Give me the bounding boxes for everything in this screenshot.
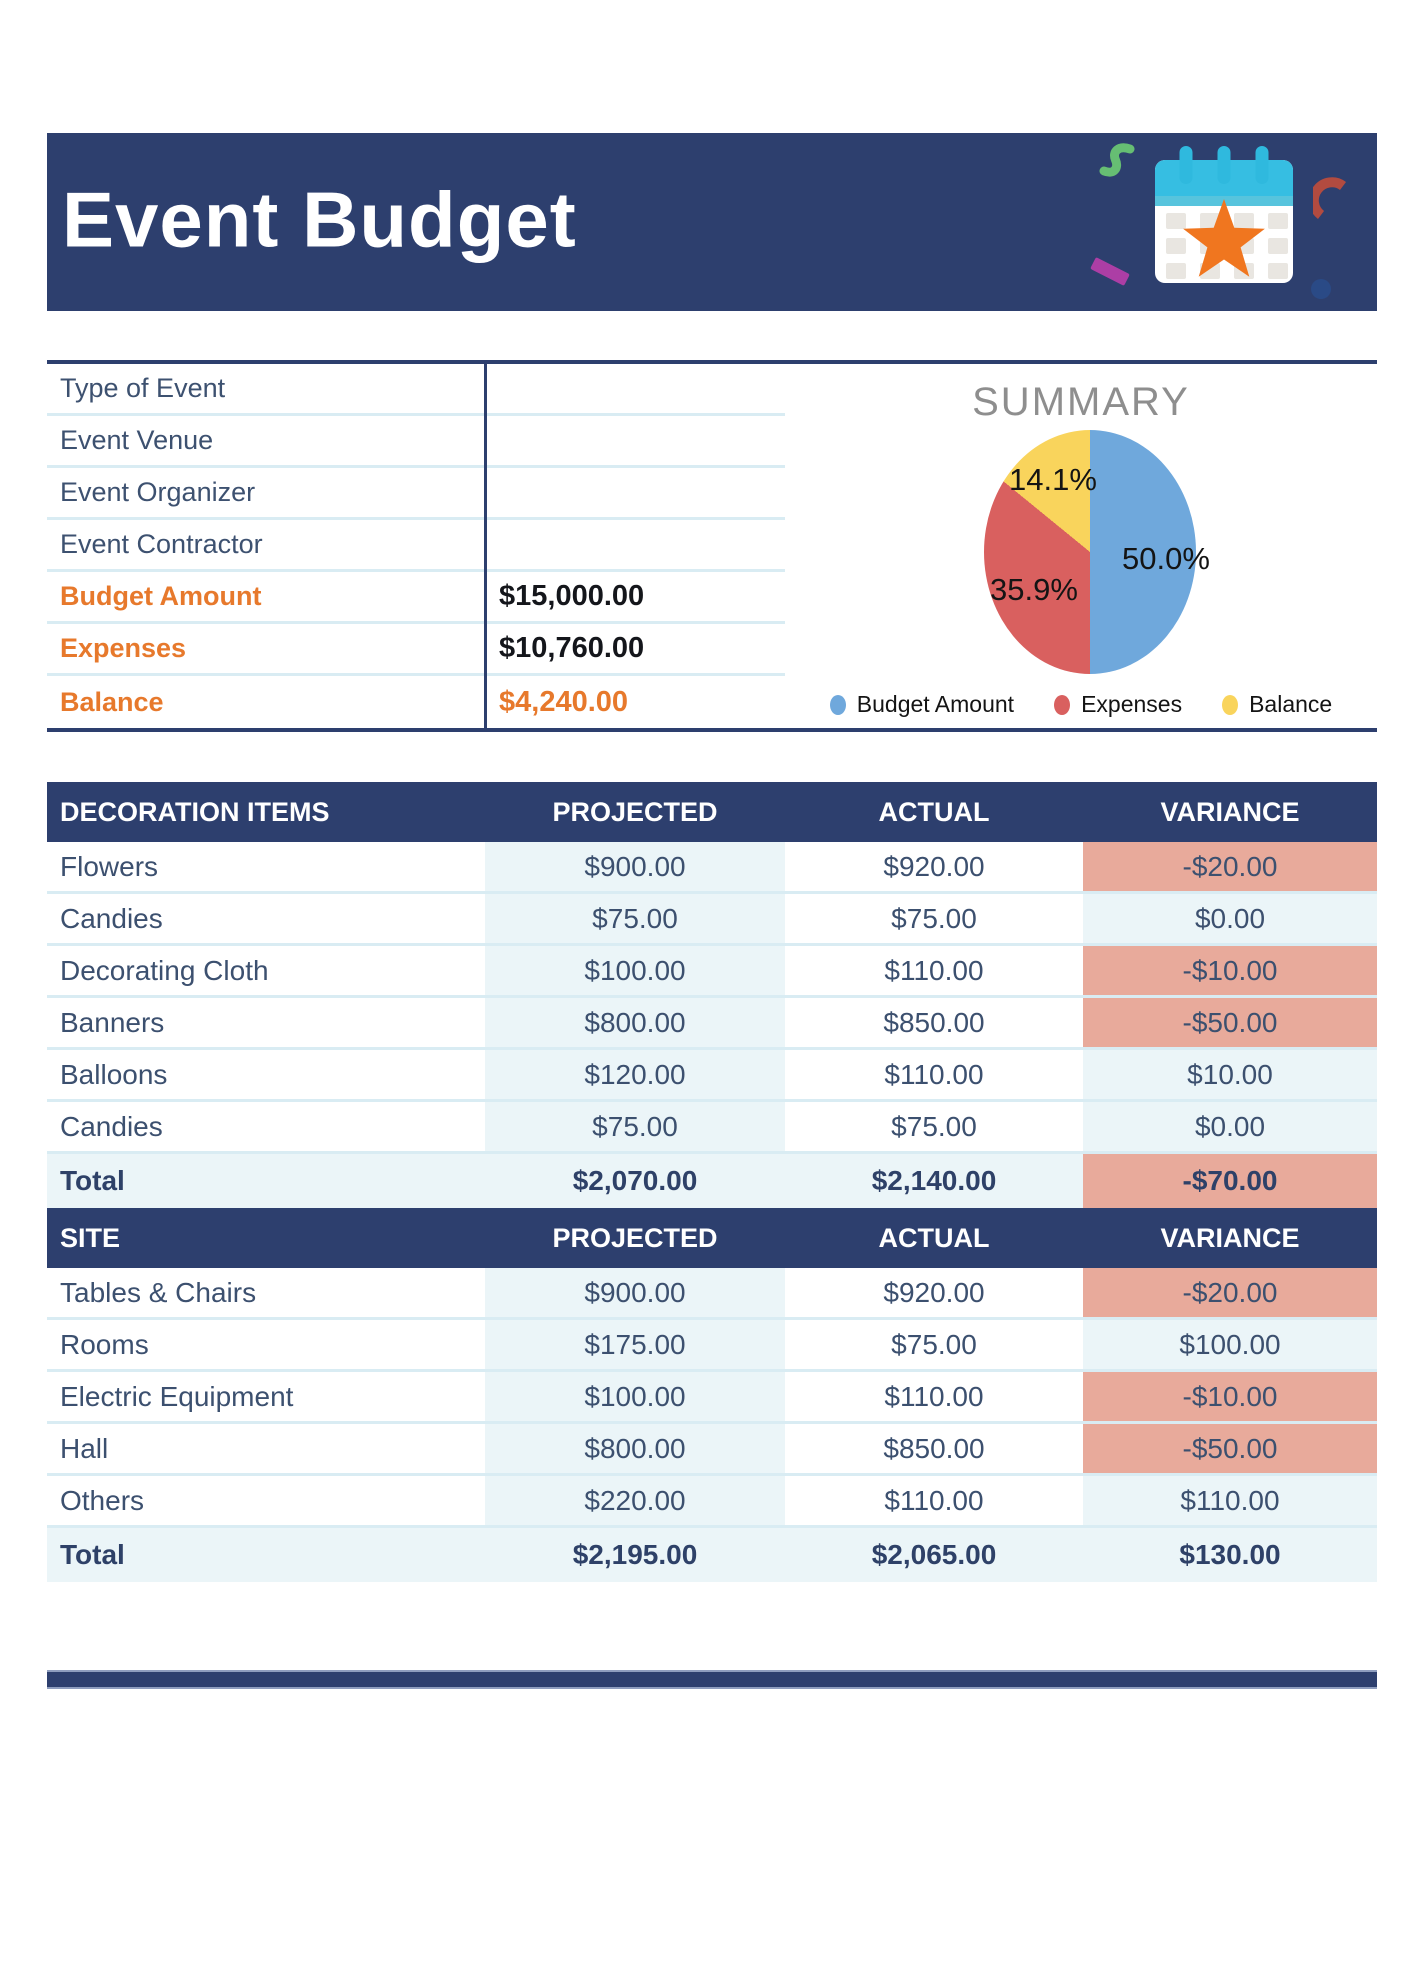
legend-label: Budget Amount [856, 691, 1015, 717]
header-decorations [47, 133, 1377, 311]
projected-cell: $800.00 [485, 1424, 785, 1473]
column-header: PROJECTED [552, 1222, 718, 1253]
total-actual: $2,065.00 [871, 1539, 997, 1570]
column-header: SITE [60, 1222, 121, 1253]
variance-cell: -$50.00 [1083, 1424, 1377, 1473]
info-row [47, 364, 785, 416]
info-row [47, 624, 785, 676]
legend-item [1054, 691, 1182, 718]
total-variance: -$70.00 [1083, 1154, 1377, 1208]
budget-amount-value: $15,000.00 [499, 580, 645, 612]
legend-swatch-icon [830, 695, 846, 715]
legend-label: Expenses [1081, 691, 1183, 717]
decoration-total-row [47, 1154, 1377, 1208]
projected-cell: $800.00 [485, 998, 785, 1047]
actual-cell: $75.00 [891, 1110, 977, 1142]
info-section [47, 360, 1377, 732]
info-row [47, 572, 785, 624]
item-cell: Electric Equipment [60, 1380, 294, 1412]
pie-label-expenses: 35.9% [990, 572, 1078, 607]
item-cell: Others [60, 1484, 145, 1516]
table-row [47, 998, 1377, 1050]
info-label: Budget Amount [60, 581, 262, 611]
table-row [47, 1372, 1377, 1424]
pie-label-balance: 14.1% [1009, 462, 1097, 497]
confetti-rect-icon [1090, 257, 1130, 286]
actual-cell: $850.00 [883, 1006, 985, 1038]
actual-cell: $75.00 [891, 1328, 977, 1360]
expenses-value: $10,760.00 [499, 632, 645, 664]
item-cell: Banners [60, 1006, 165, 1038]
projected-cell: $900.00 [485, 842, 785, 891]
info-label: Type of Event [60, 373, 226, 403]
table-row [47, 842, 1377, 894]
item-cell: Balloons [60, 1058, 168, 1090]
variance-cell: -$20.00 [1083, 842, 1377, 891]
variance-cell: $0.00 [1083, 1102, 1377, 1151]
budget-tables [47, 782, 1377, 1582]
projected-cell: $175.00 [485, 1320, 785, 1369]
item-cell: Candies [60, 902, 163, 934]
projected-cell: $100.00 [485, 1372, 785, 1421]
variance-cell: $100.00 [1083, 1320, 1377, 1369]
pie-label-budget-amount: 50.0% [1122, 541, 1210, 576]
summary-title: SUMMARY [972, 380, 1190, 424]
projected-cell: $100.00 [485, 946, 785, 995]
variance-cell: -$10.00 [1083, 1372, 1377, 1421]
item-cell: Flowers [60, 850, 159, 882]
summary-panel [785, 364, 1377, 728]
item-cell: Decorating Cloth [60, 954, 269, 986]
variance-cell: $110.00 [1083, 1476, 1377, 1525]
info-row [47, 676, 785, 728]
item-cell: Tables & Chairs [60, 1276, 257, 1308]
actual-cell: $110.00 [884, 1058, 984, 1090]
item-cell: Rooms [60, 1328, 149, 1360]
column-header: ACTUAL [878, 1222, 990, 1253]
actual-cell: $920.00 [883, 1276, 985, 1308]
info-row [47, 468, 785, 520]
actual-cell: $110.00 [884, 1484, 984, 1516]
legend-swatch-icon [1054, 695, 1070, 715]
table-row [47, 894, 1377, 946]
projected-cell: $120.00 [485, 1050, 785, 1099]
projected-cell: $900.00 [485, 1268, 785, 1317]
info-label: Event Venue [60, 425, 214, 455]
legend-item [1222, 691, 1332, 718]
table-row [47, 1320, 1377, 1372]
actual-cell: $850.00 [883, 1432, 985, 1464]
legend-swatch-icon [1222, 695, 1238, 715]
site-total-row [47, 1528, 1377, 1582]
decoration-table-header [47, 782, 1377, 842]
info-label: Expenses [60, 633, 187, 663]
actual-cell: $110.00 [884, 954, 984, 986]
table-row [47, 1050, 1377, 1102]
legend-item [830, 691, 1014, 718]
legend-label: Balance [1249, 691, 1333, 717]
variance-cell: $10.00 [1083, 1050, 1377, 1099]
table-row [47, 946, 1377, 998]
table-row [47, 1424, 1377, 1476]
table-row [47, 1268, 1377, 1320]
item-cell: Candies [60, 1110, 163, 1142]
variance-cell: -$20.00 [1083, 1268, 1377, 1317]
balance-value: $4,240.00 [499, 685, 629, 718]
item-cell: Hall [60, 1432, 109, 1464]
column-header: ACTUAL [878, 796, 990, 827]
total-projected: $2,195.00 [572, 1539, 698, 1570]
column-header: VARIANCE [1160, 796, 1300, 827]
confetti-arc-icon [1313, 173, 1351, 221]
projected-cell: $75.00 [485, 1102, 785, 1151]
variance-cell: -$50.00 [1083, 998, 1377, 1047]
total-variance: $130.00 [1179, 1539, 1281, 1570]
info-row [47, 416, 785, 468]
column-header: DECORATION ITEMS [60, 796, 330, 827]
page-title: Event Budget [62, 175, 577, 264]
info-label: Event Organizer [60, 477, 256, 507]
table-row [47, 1102, 1377, 1154]
info-label: Event Contractor [60, 529, 263, 559]
header-banner [47, 133, 1377, 311]
site-table-header [47, 1208, 1377, 1268]
variance-cell: -$10.00 [1083, 946, 1377, 995]
info-row [47, 520, 785, 572]
chart-legend [785, 691, 1377, 718]
confetti-dot-icon [1311, 279, 1331, 299]
column-header: PROJECTED [552, 796, 718, 827]
confetti-squiggle-icon [1099, 141, 1137, 179]
column-header: VARIANCE [1160, 1222, 1300, 1253]
footer-divider-bar [47, 1670, 1377, 1689]
actual-cell: $75.00 [891, 902, 977, 934]
actual-cell: $920.00 [883, 850, 985, 882]
actual-cell: $110.00 [884, 1380, 984, 1412]
calendar-icon [1155, 146, 1293, 283]
total-label: Total [60, 1539, 125, 1570]
variance-cell: $0.00 [1083, 894, 1377, 943]
total-label: Total [60, 1165, 125, 1196]
total-projected: $2,070.00 [572, 1165, 698, 1196]
info-label: Balance [60, 686, 164, 717]
projected-cell: $220.00 [485, 1476, 785, 1525]
event-info-table [47, 364, 785, 728]
table-row [47, 1476, 1377, 1528]
total-actual: $2,140.00 [871, 1165, 997, 1196]
projected-cell: $75.00 [485, 894, 785, 943]
